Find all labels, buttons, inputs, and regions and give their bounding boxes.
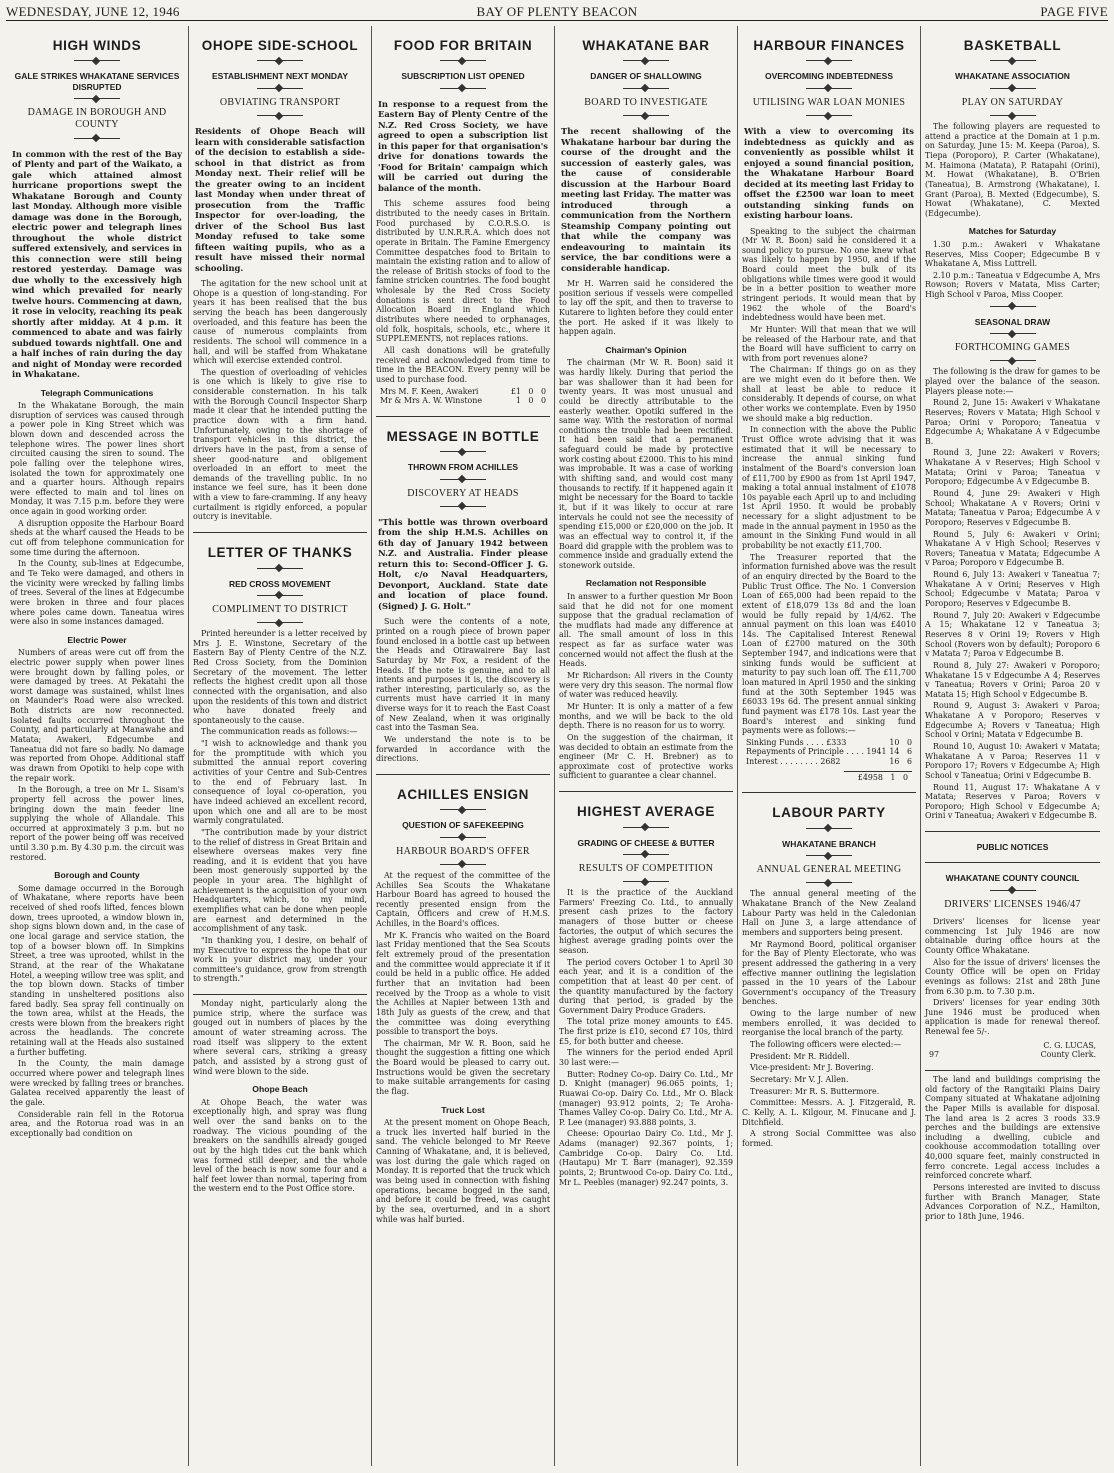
divider — [806, 60, 852, 61]
finance-label: Sinking Funds . . . . £333 — [746, 737, 847, 747]
subhead: THROWN FROM ACHILLES — [407, 462, 519, 473]
subhead: OBVIATING TRANSPORT — [219, 96, 341, 108]
draw-round: Round 11, August 17: Whakatane A v Matata; Reserves v Paroa; Rovers v Poroporo; High School v Edgecumbe A; Orini v Taneatua; Awakeri v Edgecumbe B. — [925, 782, 1100, 821]
masthead — [6, 4, 1108, 21]
divider — [257, 568, 303, 569]
paragraph: Drivers' licenses for license year commencing 1st July 1946 are now obtainable during office hours at the County Office Whakatane. — [925, 917, 1100, 955]
paragraph: 1.30 p.m.: Awakeri v Whakatane Reserves, Miss Cooper; Edgecumbe B v Whakatane A, Miss Luttrell. — [925, 239, 1100, 269]
section-heading: Chairman's Opinion — [605, 344, 687, 355]
draw-round: Round 9, August 3: Awakeri v Paroa; Whakatane A v Poroporo; Reserves v Edgecumbe A; Rovers v Taneatua; High School v Orini; Matata v Edgecumbe B. — [925, 701, 1100, 740]
paragraph: The land and buildings comprising the old factory of the Rangitaiki Plains Dairy Company situated at Whakatane adjoining the Paper Mills is available for disposal. The land area is 2 acres 3 roods 33.9 perches and the buildings are extensive including a dwelling, cubicle and cookhouse accommodation totalling over 40,000 square feet, mainly constructed in ferro concrete. Legal access includes a reinforced concrete wharf. — [925, 1075, 1100, 1181]
paragraph: It is the practice of the Auckland Farmers' Freezing Co. Ltd., to annually present cash prizes to the factory managers of those butter or cheese factories, the output of which secures the highest average grading points over the season. — [559, 888, 733, 955]
divider — [257, 88, 303, 89]
divider — [440, 479, 486, 480]
draw-round: Round 6, July 13: Awakeri v Taneatua 7; Whakatane A v Orini; Reserves v High School; Edgecumbe v Matata; Paroa v Poroporo; Reserves v Edgecumbe B. — [925, 570, 1100, 609]
paragraph: In answer to a further question Mr Boon said that he did not for one moment suppose that the gradual reclamation of the mudflats had made any difference at all. The small amount of loss in this respect as far as surface water was concerned would not affect the flush at the Heads. — [559, 591, 733, 669]
divider — [623, 881, 669, 882]
paragraph: The chairman (Mr W. R. Boon) said it was hardly likely. During that period the bar was shallower than it had been for twenty years. It was most unusual and could be directly attributable to the easterly weather. Opotiki suffered in the same way. With the restoration of normal conditions the trouble had been rectified. It had been said that a permanent safeguard could be made by protective work costing about £2000. This to his mind was improbable. It was a case of working with shifting sand, and would cost many thousands to rectify. If it happened again it might be necessary for the Board to tackle it, but if it was likely to occur at rare intervals he could not see the necessity of spending £15,000 or £20,000 on the job. It was an effectual way to control it, if the Board did grapple with the problem was to commence inside and gradually extend the stonework outside. — [559, 358, 733, 570]
subhead: FORTHCOMING GAMES — [954, 342, 1071, 354]
paragraph: Speaking to the subject the chairman (Mr W. R. Boon) said he considered it a sound policy to pursue. No one knew what was likely to happen by 1950, and if the Board could meet the bulk of its obligations while times were good it would be in a better position to weather more stringent periods. It would mean that by 1962 the whole of the Board's indebtedness would have been met. — [742, 226, 916, 323]
paragraph: Some damage occurred in the Borough of Whakatane, where reports have been received of shed roofs lifted, fences blown down, trees uprooted, a window blown in, shop signs blown down and, in the case of one local garage and service station, the top of a bowser blown off. In Simpkins Street, a tree was uprooted, whilst in the Strand, at the rear of the Whakatane Hotel, a weeping willow tree was split, and the top blown down. Stacks of timber standing in unsheltered positions also fared badly. Sea spray fell continually on the town area, whilst at the Heads, the crests were blown from the breakers right across the headlands. The concrete retaining wall at the Heads also sustained a further buffeting. — [10, 883, 184, 1057]
paragraph: The question of overloading of vehicles is one which is likely to give rise to considerable consternation. In his talk with the Borough Council Inspector Sharp made it clear that he intended putting the practice down with a firm hand. Unfortunately, owing to the shortage of transport vehicles in this district, the drivers have in the past, from a sense of sheer good-nature and obligement overloaded in an effort to meet the demands of the travelling public. In no instance we feel sure, has it been done with a view to fare-cramming. If any heavy curtailment is rigidly enforced, a popular outcry is inevitable. — [193, 367, 367, 522]
section-heading: Borough and County — [54, 870, 140, 881]
paragraph: The period covers October 1 to April 30 each year, and it is a condition of the competition that at least 40 per cent. of the quantity manufactured by the factory during that period, is graded by the Government Dairy Produce Graders. — [559, 957, 733, 1015]
page-number: PAGE FIVE — [1040, 4, 1108, 19]
headline-high-winds: HIGH WINDS — [52, 38, 142, 53]
paragraph: Mr Hunter: Will that mean that we will be released of the Harbour rate, and that the Board will have sufficient to carry on with from port revenues alone? — [742, 324, 916, 363]
divider — [440, 88, 486, 89]
subhead: OVERCOMING INDEBTEDNESS — [765, 71, 893, 82]
paragraph: Monday night, particularly along the pumice strip, where the surface was gouged out in numbers of places by the amount of water streaming across. The road itself was slippery to the extent where several cars, striking a greasy patch, and assisted by a strong gust of wind were blown to the side. — [193, 999, 367, 1076]
paragraph: The communication reads as follows:— — [201, 727, 358, 737]
divider — [806, 828, 852, 829]
paragraph: Owing to the large number of new members enrolled, it was decided to reorganise the local branch of the party. — [742, 1009, 916, 1038]
paragraph: In connection with the above the Public Trust Office wrote advising that it was estimated that it will be necessary to increase the annual sinking fund instalment of the Board's conversion loan of £11,700 by £900 as from 1st April 1947, making a total annual instalment of £1078 10s payable each April up to and including 1st April 1950. It would be probably necessary for a slight adjustment to be made in the annual payment in 1950 as the amount in the Sinking Fund would in all probability be not exactly £11,700. — [742, 425, 916, 551]
divider — [623, 115, 669, 116]
paragraph: In the Borough, a tree on Mr L. Sisam's property fell across the power lines, bringing down the main feeder line supplying the whole of Allandale. This occurred at approximately 3 p.m. but no report of the power being off was received until 3.30 p.m. By 4.30 p.m. the circuit was restored. — [10, 785, 184, 862]
article-separator — [193, 532, 367, 533]
subhead: DAMAGE IN BOROUGH AND COUNTY — [27, 107, 167, 131]
divider — [990, 360, 1036, 361]
column-5 — [738, 26, 921, 1466]
subhead: RESULTS OF COMPETITION — [578, 862, 714, 874]
divider — [257, 622, 303, 623]
subhead: DISCOVERY AT HEADS — [407, 487, 519, 499]
headline-letter-of-thanks: LETTER OF THANKS — [207, 545, 353, 561]
paragraph: The following players are requested to attend a practice at the Domain at 1 p.m. on Saturday, June 15: M. Keepa (Paroa), S. Tiepa (Poroporo), P. Carter (Whakatane), M. Haimona (Matata), P. Ratapahi (Orini), M. Howat (Whakatane), B. O'Brien (Taneatua), B. Armstrong (Whakatane), I. Grant (Paroa), B. Mexted (Edgecumbe), S. Howat (Whakatane), C. Mexted (Edgecumbe). — [925, 122, 1100, 218]
subhead: SEASONAL DRAW — [974, 316, 1051, 327]
paragraph: The chairman, Mr W. R. Boon, said he thought the suggestion a fitting one which the Board would be pleased to carry out. Instructions would be given the secretary to make suitable arrangements for casing the flag. — [376, 1038, 550, 1097]
divider — [257, 115, 303, 116]
divider — [990, 60, 1036, 61]
lead-paragraph: The recent shallowing of the Whakatane harbour bar during the course of the drought and the succession of easterly gales, was the cause of considerable discussion at the Harbour Board meeting last Friday. The matter was introduced through a communication from the Northern Steamship Company pointing out that while the company was endeavouring to maintain its service, the bar conditions were a considerable handicap. — [561, 126, 731, 273]
paragraph: Such were the contents of a note, printed on a rough piece of brown paper found enclosed in a bottle cast up between the Heads and Otirawairere Bay last Saturday by Mr Fox, a resident of the Heads. If the note is genuine, and to all intents and purposes it is, the discovery is rather interesting, particularly so, as the currents must have carried it in many diverse ways for it to reach the East Coast of New Zealand, when it was originally cast into the Tasman Sea. — [376, 617, 550, 733]
section-heading: Matches for Saturday — [968, 226, 1057, 237]
section-heading: Ohope Beach — [252, 1084, 308, 1095]
finance-row — [742, 747, 916, 757]
paragraph: Numbers of areas were cut off from the electric power supply when power lines were brought down by falling poles, or were damaged by trees. At Pekatahi the worst damage was sustained, whilst lines on Maunder's Road were also wrecked. Both districts are now reconnected. Isolated faults occurred throughout the County, and particularly at Manawahe and Matata; Awakeri, Edgecumbe and Taneatua did not fare so badly. No damage was reported from Ohope. Additional staff was drawn from Opotiki to help cope with the repair work. — [10, 648, 184, 783]
divider — [806, 88, 852, 89]
divider — [990, 306, 1036, 307]
paragraph: Butter: Rodney Co-op. Dairy Co. Ltd., Mr D. Knight (manager) 96.065 points, 1; Ruawai Co-op. Dairy Co. Ltd., Mr O. Black (manager) 93.912 points, 2; Te Aroha-Thames Valley Co-op. Dairy Co. Ltd., Mr A. P. Lee (manager) 93.888 points, 3. — [559, 1069, 733, 1127]
paragraph: "In thanking you, I desire, on behalf of my Executive to express the hope that our work in your district may, under your committee's guidance, grow from strength to strength." — [193, 935, 367, 984]
paragraph: The total prize money amounts to £45. The first prize is £10, second £7 10s, third £5, for both butter and cheese. — [559, 1017, 733, 1046]
notice-ref: 97 — [929, 1050, 940, 1060]
donation-row — [376, 387, 550, 397]
paragraph: The Treasurer reported that the information furnished above was the result of an enquiry directed by the Board to the Public Trust Office. The No. 1 Conversion Loan of £65,000 had been repaid to the extent of £18,079 13s 8d and the loan would be fully repaid by 1/4/62. The annual payment on this loan was £4010 14s. The Capitalised Interest Renewal Loan of £2700 matured on the 30th September 1947, and indications were that sinking funds would be sufficient at maturity to pay such loan off. The £11,700 loan matured in April 1950 and the sinking fund at the 30th September 1945 was £6033 19s 6d. The present annual sinking fund payment was £178 10s. Last year the Board's interest and sinking fund payments were as follows:— — [742, 552, 916, 736]
divider — [74, 138, 120, 139]
paragraph: All cash donations will be gratefully received and acknowledged from time to time in the BEACON. Every penny will be used to purchase food. — [376, 345, 550, 384]
draw-round: Round 10, August 10: Awakeri v Matata; Whakatane A v Paroa; Reserves 11 v Poroporo 17; Rovers v Edgecumbe A; High School v Taneatua; Orini v Edgecumbe B. — [925, 742, 1100, 780]
signature: C. G. LUCAS, — [1043, 1040, 1096, 1050]
paragraph: The following is the draw for games to be played over the balance of the season. Players please note:— — [925, 367, 1100, 396]
paragraph: "I wish to acknowledge and thank you for the promptitude with which you submitted the annual report covering activities of your Centre and Sub-Centres to the end of February last. In consequence of loyal co-operation, you have indeed achieved an excellent record, upon which one and all are to be most warmly congratulated. — [193, 739, 367, 826]
paragraph: Cheese: Opouriao Dairy Co. Ltd., Mr J. Adams (manager) 92.367 points, 1; Cambridge Co-op. Dairy Co. Ltd. (Hautapu) Mr T. Barr (manager), 92.359 points, 2; Bruntwood Co-op. Dairy Co. Ltd., Mr L. Peebles (manager) 92.247 points, 3. — [559, 1129, 733, 1187]
paragraph: 2.10 p.m.: Taneatua v Edgecumbe A, Mrs Rowson; Rovers v Matata, Miss Carter; High School v Paroa, Miss Cooper. — [925, 270, 1100, 300]
paragraph: Considerable rain fell in the Rotorua area, and the Rotorua road was in an exceptionally bad condition on — [10, 1109, 184, 1138]
article-separator — [193, 994, 367, 995]
donation-amount: £1 0 0 — [510, 386, 546, 396]
paragraph: Mr H. Warren said he considered the position serious if vessels were compelled to lay off the spit, and then to traverse to Kutarere to lighten before they could enter the port. He asked if it was likely to happen again. — [559, 279, 733, 337]
subhead: ANNUAL GENERAL MEETING — [756, 864, 902, 876]
headline-harbour-finances: HARBOUR FINANCES — [753, 38, 905, 53]
draw-round: Round 5, July 6: Awakeri v Orini; Whakatane A v High School; Reserves v Rovers; Taneatua v Matata; Edgecumbe A v Paroa; Poroporo v Edgecumbe B. — [925, 529, 1100, 568]
draw-round: Round 7, July 20: Awakeri v Edgecumbe A 15; Whakatane 12 v Taneatua 3; Reserves 8 v Orini 19; Rovers v High School (Rovers won by default); Poroporo 6 v Matata 7; Paroa v Edgecumbe B. — [925, 610, 1100, 659]
divider — [806, 855, 852, 856]
subhead: DANGER OF SHALLOWING — [590, 71, 702, 82]
donation-row — [376, 396, 550, 406]
paragraph: Printed hereunder is a letter received by Mrs J. E. Winstone, Secretary of the Eastern Bay of Plenty Centre of the N.Z. Red Cross Society, from the Dominion Secretary of the movement. The letter reflects the highest credit upon all those connected with the organisation, and also upon the residents of this town and district who have donated freely and spontaneously to the cause. — [193, 629, 367, 725]
divider — [623, 854, 669, 855]
paragraph: Persons interested are invited to discuss further with Branch Manager, State Advances Corporation of N.Z., Hamilton, prior to 18th June, 1946. — [925, 1183, 1100, 1221]
subhead: COMPLIMENT TO DISTRICT — [212, 603, 348, 615]
paragraph: The winners for the period ended April 30 last were:— — [559, 1048, 733, 1067]
lead-paragraph: In response to a request from the Eastern Bay of Plenty Centre of the N.Z. Red Cross Society, we have agreed to open a subscription list in this paper for that organisation's drive for donations towards the 'Food for Britain' campaign which will be carried out during the balance of the month. — [378, 98, 548, 193]
officer-line: A strong Social Committee was also formed. — [742, 1129, 916, 1148]
subhead: WHAKATANE BRANCH — [782, 838, 876, 849]
finance-label: Repayments of Principle . . . . 1941 — [746, 747, 887, 757]
paragraph: A disruption opposite the Harbour Board sheds at the wharf caused the Heads to be cut off from telephone communication for some time during the afternoon. — [10, 518, 184, 557]
paragraph: "The contribution made by your district to the relief of distress in Great Britain and elsewhere overseas makes very fine reading, and it is evident that you have been most generously supported by the people in your area. The highlight of achievement is the acquisition of your own Headquarters, which, to my mind, exemplifies what can be done when people are earnest and determined in the accomplishment of any task. — [193, 827, 367, 934]
paragraph: In the Whakatane Borough, the main disruption of services was caused through a power pole in King Street which was blown down and descended across the telephone wires. The power lines short circuited causing the siren to sound. The pole falling over the telephone wires, isolated the town for approximately one and a quarter hours. Although repairs were effected to main and tol lines on Monday, it was 7.15 p.m. before they were once again in good working order. — [10, 401, 184, 517]
licences-heading: DRIVERS' LICENSES 1946/47 — [944, 898, 1081, 910]
paragraph: On the suggestion of the chairman, it was decided to obtain an estimate from the engineer (Mr C. H. Brebner) as to approximate cost of protective works sufficient to guarantee a clear channel. — [559, 732, 733, 781]
paragraph: The annual general meeting of the Whakatane Branch of the New Zealand Labour Party was held in the Caledonian Hall on June 3, a large attendance of members and supporters being present. — [742, 889, 916, 937]
finance-total-amount: £4958 1 0 — [857, 772, 908, 782]
finance-total — [844, 771, 912, 783]
subhead: WHAKATANE ASSOCIATION — [955, 71, 1070, 82]
subhead: ESTABLISHMENT NEXT MONDAY — [211, 71, 348, 82]
divider — [990, 88, 1036, 89]
paragraph: In the County, sub-lines at Edgecumbe, and Te Teko were damaged, and others in the vicinity were wrecked by falling limbs of trees. Several of the lines at Edgecumbe were broken in three and four places where poles came down. Taneatua wires were also in some instances damaged. — [10, 559, 184, 627]
paragraph: Mr K. Francis who waited on the Board last Friday mentioned that the Sea Scouts felt extremely proud of the presentation and the committee would appreciate it if it could be held in a public office. He added further that an invitation had been received by the Troop as a whole to visit the Achilles at Napier between 13th and 18th July as guests of the crew, and that the committee was doing everything possible to transport the boys. — [376, 930, 550, 1037]
divider — [440, 864, 486, 865]
column-4 — [555, 26, 738, 1466]
lead-paragraph: In common with the rest of the Bay of Plenty and part of the Waikato, a gale which attained almost hurricane proportions swept the Whakatane Borough and County last Monday. Although more visible damage was done in the Borough, electric power and telegraph lines throughout the whole district suffered extensively, and services in this connection were still being restored yesterday. Damage was due wholly to the excessively high wind which prevailed for nearly twelve hours. Commencing at dawn, it rose in velocity, reaching its peak shortly after midday. At 4 p.m. it commenced to abate and was fairly subdued towards nightfall. One and a half inches of rain during the day and night of Monday were recorded in Whakatane. — [12, 148, 182, 380]
article-separator — [742, 792, 916, 793]
paragraph: Also for the issue of drivers' licenses the County Office will be open on Friday evenings as follows: 21st and 28th June from 6.30 p.m. to 7.30 p.m. — [925, 957, 1100, 996]
finance-row — [742, 738, 916, 748]
officer-line: Treasurer: Mr R. S. Buttermore. — [750, 1086, 880, 1096]
council-heading: WHAKATANE COUNTY COUNCIL — [945, 873, 1080, 884]
section-heading: Reclamation not Responsible — [585, 578, 707, 589]
divider — [257, 60, 303, 61]
officer-line: President: Mr R. Riddell. — [750, 1051, 850, 1061]
issue-date: WEDNESDAY, JUNE 12, 1946 — [6, 4, 180, 19]
headline-message-in-bottle: MESSAGE IN BOTTLE — [386, 428, 540, 444]
headline-achilles-ensign: ACHILLES ENSIGN — [396, 786, 529, 802]
donor-name: Mrs M. F. Keen, Awakeri — [380, 386, 479, 396]
paragraph: At the request of the committee of the Achilles Sea Scouts the Whakatane Harbour Board has agreed to housed the recently presented ensign from the Captain, Officers and crew of H.M.S. Achilles, in the Board's offices. — [376, 870, 550, 929]
divider — [990, 115, 1036, 116]
divider — [440, 809, 486, 810]
divider — [440, 451, 486, 452]
column-3 — [372, 26, 555, 1466]
paragraph: In the County, the main damage occurred where power and telegraph lines were wrecked by falling trees or branches. Galatea received apparently the least of the gale. — [10, 1059, 184, 1107]
donation-amount: 1 0 0 — [515, 396, 546, 406]
headline-labour-party: LABOUR PARTY — [772, 805, 886, 821]
subhead: SUBSCRIPTION LIST OPENED — [401, 71, 525, 82]
columns — [6, 26, 1108, 1466]
headline-basketball: BASKETBALL — [963, 38, 1062, 53]
column-1 — [6, 26, 189, 1466]
subhead: UTILISING WAR LOAN MONIES — [752, 96, 906, 108]
signature-line — [925, 1050, 1100, 1060]
lead-paragraph: With a view to overcoming its indebtedness as quickly and as conveniently as possible whilst it enjoyed a sound financial position, the Whakatane Harbour Board decided at its meeting last Friday to offset the £2500 war loan to meet outstanding sinking funds on existing harbour loans. — [744, 126, 914, 221]
headline-whakatane-bar: WHAKATANE BAR — [582, 38, 710, 53]
paragraph: Mr Raymond Boord, political organiser for the Bay of Plenty Electorate, who was present addressed the gathering in a very effective manner outlining the legislation passed in the 10 years of the Labour Government's occupancy of the Treasury benches. — [742, 939, 916, 1007]
divider — [74, 98, 120, 99]
paragraph: The following officers were elected:— — [750, 1040, 902, 1050]
article-separator — [925, 1070, 1100, 1071]
section-heading: Telegraph Communications — [40, 387, 154, 398]
paragraph: Drivers' licenses for year ending 30th June 1946 must be produced when application is made for renewal thereof. Renewal fee 5/-. — [925, 998, 1100, 1037]
draw-round: Round 4, June 29: Awakeri v High School; Whakatane A v Rovers; Orini v Matata; Taneatua v Paroa; Edgecumbe A v Poroporo; Reserves v Edgecumbe B. — [925, 488, 1100, 527]
divider — [623, 60, 669, 61]
paragraph: We understand the note is to be forwarded in accordance with the directions. — [376, 734, 550, 764]
draw-round: Round 3, June 22: Awakeri v Rovers; Whakatane A v Reserves; High School v Matata; Orini v Paroa; Taneatua v Poroporo; Edgecumbe A v Edgecumbe B. — [925, 448, 1100, 487]
finance-row — [742, 757, 916, 767]
paragraph: This scheme assures food being distributed to the needy cases in Britain. Food purchased by C.O.R.S.O. is distributed by U.N.R.R.A. which does not operate in Britain. The Famine Emergency Committee despatches food to Britain to maintain the existing ration and to allow of the release of British stocks of food to the famine stricken countries. The food bought wholesale by the Red Cross Society donations is sent direct to the Food Allocation Board in England which distributes where needed to orphanages, old folk, hospitals, schools, etc., where it SUPPLEMENTS, not replaces rations. — [376, 199, 550, 344]
article-separator — [925, 862, 1100, 863]
paragraph: The agitation for the new school unit at Ohope is a question of long-standing. For years it has been realised that the bus serving the beach has been dangerously overloaded, and this feature has been the cause of numerous complaints from residents. The school will commence in a hall, and will be staffed from Whakatane which will exercise extended control. — [193, 279, 367, 366]
section-heading: Truck Lost — [441, 1104, 485, 1115]
draw-round: Round 2, June 15: Awakeri v Whakatane Reserves; Rovers v Matata; High School v Paroa; Orini v Poroporo; Taneatua v Edgecumbe A; Whakatane A v Edgecumbe B. — [925, 398, 1100, 446]
divider — [990, 333, 1036, 334]
divider — [440, 60, 486, 61]
article-separator — [925, 831, 1100, 832]
paragraph: At Ohope Beach, the water was exceptionally high, and spray was flung well over the sand banks on to the roadway. The vicious pounding of the breakers on the sandhills already gouged out by the high tides cut the bank which was formed still deeper, and the whole level of the beach is now some four and a half feet lower than normal, tapering from the western end to the Post Office store. — [193, 1097, 367, 1194]
subhead: QUESTION OF SAFEKEEPING — [402, 820, 524, 831]
officer-line: Vice-president: Mr J. Bovering. — [750, 1063, 874, 1073]
article-separator — [376, 774, 550, 775]
donor-name: Mr & Mrs A. W. Winstone — [380, 396, 483, 406]
divider — [990, 890, 1036, 891]
subhead: HARBOUR BOARD'S OFFER — [396, 845, 530, 857]
subhead: BOARD TO INVESTIGATE — [584, 96, 708, 108]
notices-heading: PUBLIC NOTICES — [976, 842, 1049, 853]
divider — [806, 882, 852, 883]
paragraph: Mr Richardson: All rivers in the County were very dry this season. The normal flow of water was reduced heavily. — [559, 671, 733, 700]
finance-label: Interest . . . . . . . . 2682 — [746, 757, 841, 767]
column-6 — [921, 26, 1104, 1466]
lead-paragraph: Residents of Ohope Beach will learn with considerable satisfaction of the decision to establish a side-school in that district as from Monday next. Their relief will be the greater owing to an incident last Monday when under threat of prosecution from the Traffic Inspector for over-loading, the driver of the School Bus last Monday refused to take some fifteen waiting pupils, who as a result have missed their normal schooling. — [195, 126, 365, 273]
divider — [806, 115, 852, 116]
officer-line: Secretary: Mr V. J. Allen. — [750, 1074, 849, 1084]
subhead: PLAY ON SATURDAY — [961, 96, 1064, 108]
draw-round: Round 8, July 27: Awakeri v Poroporo; Whakatane 15 v Edgecumbe A 4; Reserves v Taneatua; Rovers v Orini; Paroa 20 v Matata 15; High School v Edgecumbe B. — [925, 660, 1100, 699]
finance-amount: 10 0 — [889, 737, 912, 747]
officer-line: Committee: Messrs. A. J. Fitzgerald, R. C. Kelly, A. L. Kilgour, M. Finucane and J. Ditchfield. — [742, 1098, 916, 1127]
divider — [623, 88, 669, 89]
article-separator — [376, 416, 550, 417]
article-separator — [559, 791, 733, 792]
paper-title: BAY OF PLENTY BEACON — [476, 4, 638, 19]
divider — [440, 506, 486, 507]
headline-food-for-britain: FOOD FOR BRITAIN — [393, 38, 533, 53]
finance-amount: 14 6 — [889, 747, 912, 757]
column-2 — [189, 26, 372, 1466]
section-heading: Electric Power — [67, 634, 127, 645]
paragraph: At the present moment on Ohope Beach, a truck lies inverted half buried in the sand. The vehicle belonged to Mr Reeve Canning of Whakatane, and, it is believed, was lost during the gale which raged on Monday. It is reported that the truck which was being used in connection with fishing operations, became bogged in the sand, and before it could be freed, was caught by the sea, overturned, and in a short while was half buried. — [376, 1118, 550, 1224]
divider — [440, 837, 486, 838]
paragraph: The Chairman: If things go on as they are we might even do it before then. We shall at least be able to reduce it considerably. It depends of course, on what other works we contemplate. Even by 1950 we should make a big reduction. — [742, 365, 916, 423]
paragraph: Mr Hunter: It is only a matter of a few months, and we will be back to the old depth. There is no reason for us to worry. — [559, 701, 733, 731]
subhead: GALE STRIKES WHAKATANE SERVICES DISRUPTED — [14, 71, 180, 92]
divider — [74, 60, 120, 61]
subhead: RED CROSS MOVEMENT — [228, 578, 331, 589]
headline-highest-average: HIGHEST AVERAGE — [576, 804, 715, 820]
divider — [257, 595, 303, 596]
signature-title: County Clerk. — [1040, 1050, 1096, 1060]
subhead: GRADING OF CHEESE & BUTTER — [577, 837, 715, 848]
lead-paragraph: "This bottle was thrown overboard from the ship H.M.S. Achilles on 6th day of January 1942 between N.Z. and Australia. Finder please return this to: Second-Officer J. G. Holt, c/o Naval Headquarters, Devonport, Auckland. State date and location of place found. (Signed) J. G. Holt." — [378, 516, 548, 611]
finance-amount: 16 6 — [889, 757, 912, 767]
headline-ohope: OHOPE SIDE-SCHOOL — [201, 38, 359, 53]
divider — [623, 827, 669, 828]
